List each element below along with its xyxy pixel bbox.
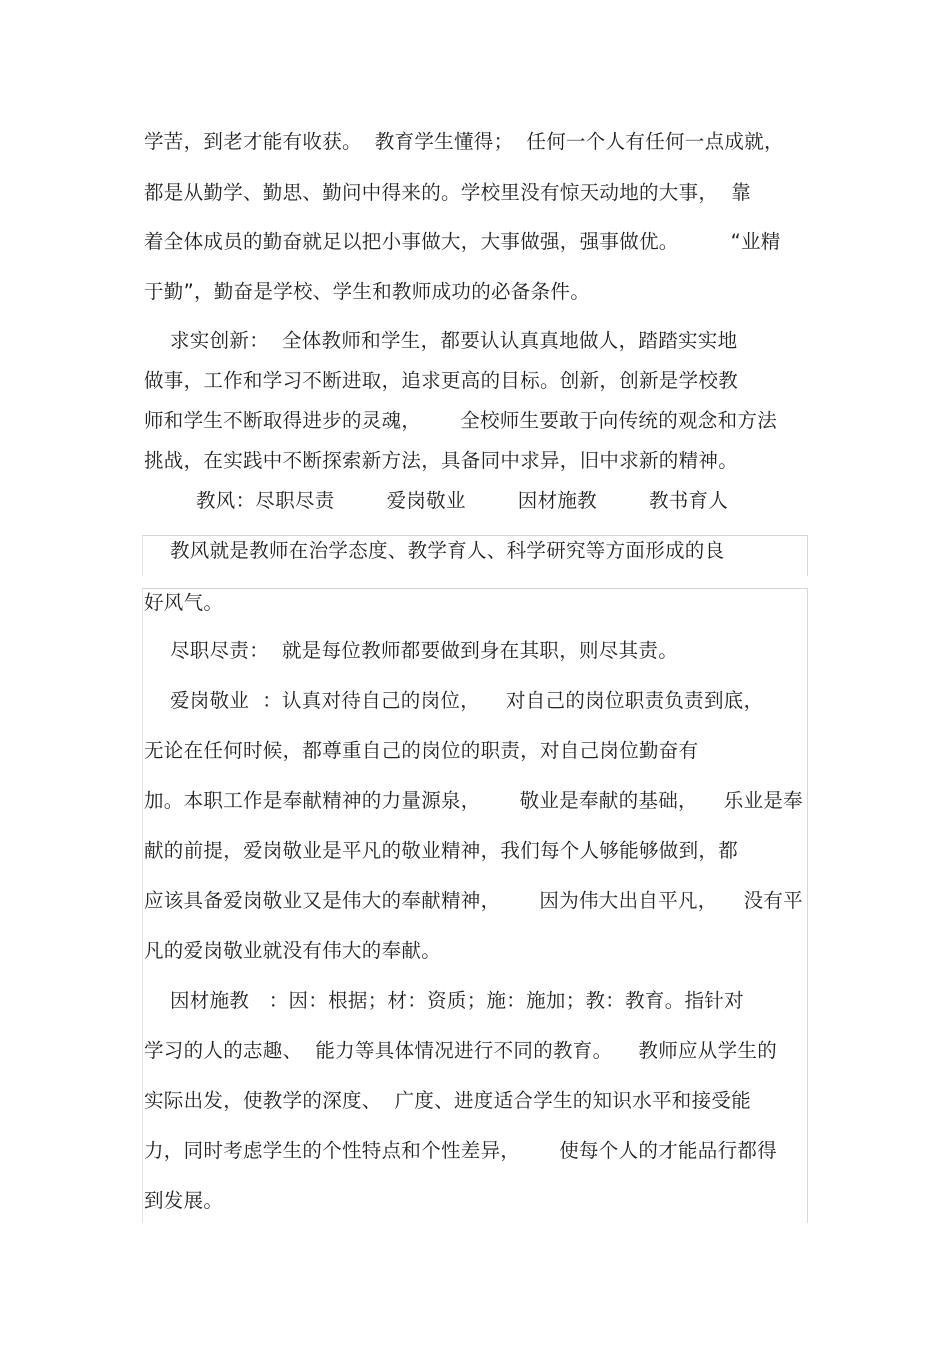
paragraph-line: 力，同时考虑学生的个性特点和个性差异， 使每个人的才能品行都得 <box>144 1139 777 1162</box>
paragraph-line: 于勤”，勤奋是学校、学生和教师成功的必备条件。 <box>144 280 591 303</box>
paragraph-line: 应该具备爱岗敬业又是伟大的奉献精神， 因为伟大出自平凡， 没有平 <box>144 889 803 912</box>
paragraph-line: 学习的人的志趣、 能力等具体情况进行不同的教育。 教师应从学生的 <box>144 1039 777 1062</box>
paragraph-line: 尽职尽责： 就是每位教师都要做到身在其职，则尽其责。 <box>144 639 678 662</box>
paragraph-line: 实际出发，使教学的深度、 广度、进度适合学生的知识水平和接受能 <box>144 1089 751 1112</box>
paragraph-line: 求实创新： 全体教师和学生，都要认认真真地做人，踏踏实实地 <box>144 329 738 352</box>
paragraph-line: 凡的爱岗敬业就没有伟大的奉献。 <box>144 939 442 962</box>
section-heading: 教风：尽职尽责 爱岗敬业 因材施教 教书育人 <box>144 489 729 512</box>
paragraph-line: 着全体成员的勤奋就足以把小事做大，大事做强，强事做优。 “业精 <box>144 230 781 253</box>
paragraph-line: 献的前提，爱岗敬业是平凡的敬业精神，我们每个人够能够做到，都 <box>144 839 739 862</box>
paragraph-line: 因材施教 ：因：根据；材：资质；施：施加；教：教育。指针对 <box>144 989 744 1012</box>
paragraph-line: 挑战，在实践中不断探索新方法，具备同中求异，旧中求新的精神。 <box>144 449 739 472</box>
paragraph-line: 都是从勤学、勤思、勤问中得来的。学校里没有惊天动地的大事， 靠 <box>144 181 751 204</box>
paragraph-line: 师和学生不断取得进步的灵魂， 全校师生要敢于向传统的观念和方法 <box>144 409 777 432</box>
paragraph-line: 学苦，到老才能有收获。 教育学生懂得； 任何一个人有任何一点成就， <box>144 130 784 153</box>
paragraph-line: 教风就是教师在治学态度、教学育人、科学研究等方面形成的良 <box>144 539 725 562</box>
paragraph-line: 到发展。 <box>144 1189 224 1212</box>
paragraph-line: 无论在任何时候，都尊重自己的岗位的职责，对自己岗位勤奋有 <box>144 739 699 762</box>
paragraph-line: 好风气。 <box>144 591 224 614</box>
paragraph-line: 爱岗敬业 ：认真对待自己的岗位， 对自己的岗位职责负责到底， <box>144 689 764 712</box>
paragraph-line: 做事，工作和学习不断进取，追求更高的目标。创新，创新是学校教 <box>144 369 739 392</box>
paragraph-line: 加。本职工作是奉献精神的力量源泉， 敬业是奉献的基础， 乐业是奉 <box>144 789 803 812</box>
